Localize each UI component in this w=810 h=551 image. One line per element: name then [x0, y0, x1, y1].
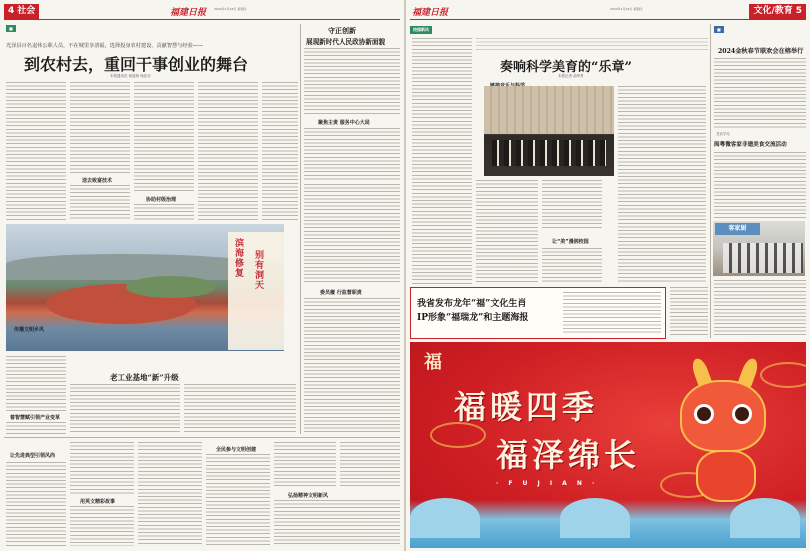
article-column — [198, 82, 258, 220]
section-tag: ■ — [714, 26, 724, 33]
poster-fujian-label: · F U J I A N · — [496, 480, 599, 487]
article-column — [618, 86, 706, 284]
right-page-header — [410, 4, 806, 20]
side-headline: 闽粤微客家非遗美食交流活动 — [714, 142, 787, 148]
article-column — [542, 180, 602, 228]
article-column — [262, 82, 298, 220]
subhead: 用英文精彩故事 — [80, 499, 116, 505]
subhead: 弘扬精神文明新风 — [288, 493, 329, 499]
article-column — [274, 500, 400, 546]
article-column — [6, 356, 66, 412]
lead-byline: 本报记者 曲华哲 — [558, 74, 584, 78]
article-column — [6, 82, 66, 220]
article-column — [274, 442, 336, 488]
article-column — [304, 128, 400, 180]
article-column — [6, 462, 66, 546]
news-headline: 我省发布龙年“福”文化生肖 — [417, 299, 527, 309]
dragon-eye — [732, 404, 752, 424]
article-column — [138, 442, 202, 546]
featured-news-box — [410, 287, 666, 339]
article-column — [476, 180, 538, 284]
left-page-header — [4, 4, 400, 20]
dragon-mascot-body — [696, 450, 756, 502]
dragon-mascot-head — [680, 380, 766, 452]
calligraphy-text: 别有洞天 — [253, 250, 263, 290]
article-column — [184, 384, 296, 434]
section-rule — [4, 437, 400, 438]
subhead: 着智慧赋引领产业变革 — [10, 415, 61, 421]
issue-date: 2024年1月18日 星期四 — [214, 7, 247, 11]
column-rule — [710, 24, 711, 338]
dragon-year-poster — [410, 342, 806, 548]
photo-caption-panel — [228, 232, 284, 350]
subhead: 委员履 行监督职责 — [320, 290, 362, 296]
article-column — [670, 287, 708, 337]
article-column — [206, 454, 270, 546]
left-page-number — [4, 4, 39, 19]
section-tag: 校园新风 — [410, 26, 432, 34]
photo-musicians — [492, 140, 606, 166]
subhead: 聚焦主责 服务中心大局 — [318, 120, 370, 126]
article-column — [304, 298, 400, 432]
side-headline: 展现新时代人民政协新面貌 — [306, 38, 386, 46]
subhead: 传播文明乡风 — [14, 327, 45, 333]
side-headline: 守正创新 — [328, 26, 356, 35]
side-kicker: 龙岩学办 — [716, 132, 730, 136]
photo-people — [723, 243, 803, 273]
wave-curl — [730, 498, 800, 538]
subhead: 协助村级治理 — [146, 197, 177, 203]
section-tag: ■ — [6, 25, 16, 32]
article-column — [134, 204, 194, 220]
article-column — [70, 185, 130, 220]
photo-wall — [484, 86, 614, 134]
page-number: 5 — [795, 6, 802, 16]
article-headline: 老工业基地“新”升级 — [110, 373, 179, 382]
subhead: 送去致富技术 — [82, 178, 113, 184]
lead-headline: 到农村去，重回干事创业的舞台 — [24, 55, 249, 74]
food-event-photo — [713, 221, 805, 276]
article-column — [714, 58, 806, 128]
photo-banner: 客家厨 — [715, 223, 760, 235]
lead-kicker: 光泽县百名退休公职人员，不在城里享清福，选择投身农村建设，贡献智慧与经验—— — [6, 43, 204, 49]
orchestra-photo — [484, 86, 614, 176]
article-column — [70, 506, 134, 546]
article-column — [340, 442, 400, 488]
left-page — [0, 0, 404, 551]
article-column — [70, 82, 130, 174]
photo-island — [126, 276, 216, 298]
news-headline: IP形象“福瑞龙”和主题海报 — [417, 313, 529, 323]
wave-curl — [560, 498, 630, 538]
page-number: 4 — [8, 6, 15, 16]
cloud-ornament — [760, 362, 806, 388]
newspaper-brand: 福建日报 — [170, 8, 207, 18]
article-column — [304, 48, 400, 116]
lead-byline: 本报通讯员 何道林 杨武未 — [110, 74, 151, 78]
article-column — [714, 280, 806, 336]
section-label: 社会 — [17, 6, 36, 16]
dragon-eye — [694, 404, 714, 424]
fu-seal-mark: 福 — [424, 352, 442, 373]
article-column — [134, 82, 194, 192]
article-column — [70, 384, 180, 434]
subhead: 全民参与文明创建 — [216, 447, 257, 453]
newspaper-brand: 福建日报 — [412, 8, 449, 18]
poster-slogan: 福暖四季 — [454, 388, 599, 426]
lead-headline: 奏响科学美育的“乐章” — [500, 60, 632, 75]
article-column — [6, 422, 66, 434]
article-column — [412, 38, 472, 284]
issue-date: 2024年1月18日 星期四 — [610, 7, 643, 11]
calligraphy-text: 滨海修复 — [233, 238, 243, 278]
side-headline: 2024金秋春节联欢会在榕举行 — [718, 48, 804, 55]
right-page-number — [749, 4, 806, 19]
article-column — [70, 442, 134, 494]
news-body — [563, 292, 661, 334]
column-rule — [300, 24, 301, 434]
wave-curl — [410, 498, 480, 538]
article-column — [714, 152, 806, 218]
subhead: 让先进典型引领风尚 — [10, 453, 56, 459]
article-column — [304, 184, 400, 284]
poster-slogan: 福泽绵长 — [496, 436, 641, 474]
subhead: 让“美”漫润校园 — [552, 239, 589, 245]
article-column — [542, 248, 602, 284]
lead-intro — [476, 38, 708, 52]
section-label: 文化/教育 — [753, 6, 793, 16]
